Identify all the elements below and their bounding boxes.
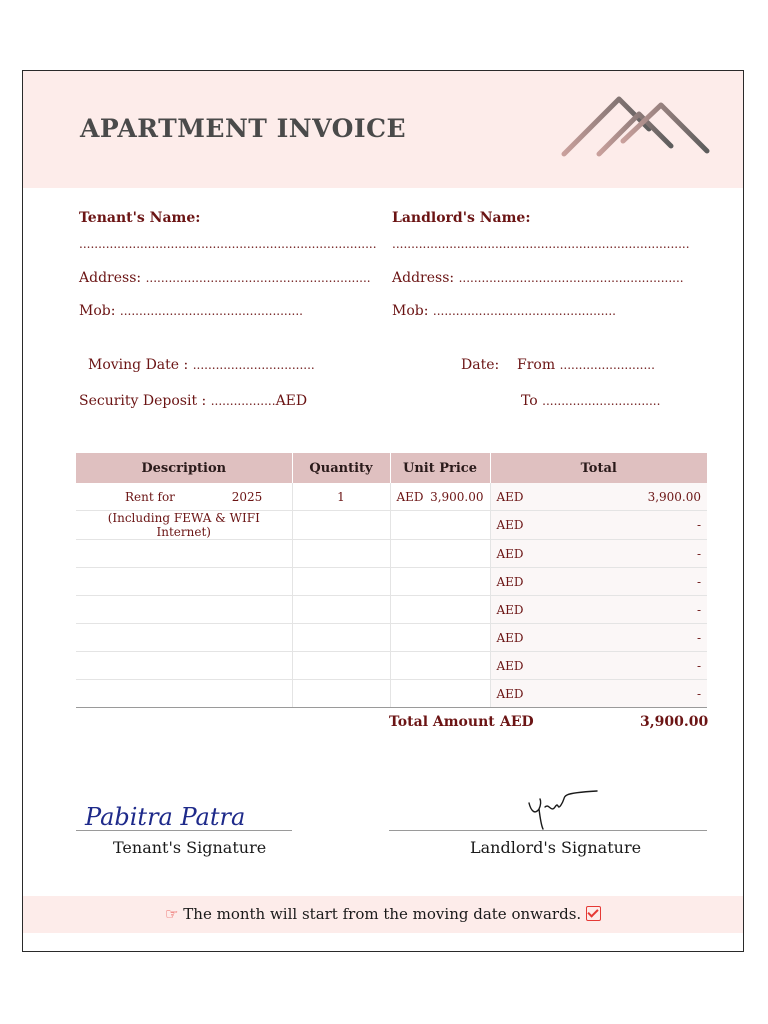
- description-cell[interactable]: (Including FEWA & WIFI Internet): [76, 511, 292, 540]
- quantity-cell[interactable]: [292, 540, 390, 568]
- total-value: -: [696, 658, 701, 673]
- quantity-cell[interactable]: [292, 568, 390, 596]
- tenant-name-field[interactable]: ..............................................................................: [79, 237, 377, 251]
- column-header-quantity: Quantity: [292, 453, 390, 483]
- landlord-address-label: Address:: [392, 270, 455, 286]
- pointing-hand-icon: ☞: [165, 905, 179, 923]
- total-cell: [490, 483, 707, 511]
- total-cell: [490, 596, 707, 624]
- total-value: 3,900.00: [647, 489, 701, 504]
- landlord-signature-label: Landlord's Signature: [470, 838, 642, 857]
- unit-price-cell[interactable]: [390, 511, 490, 540]
- table-row: [76, 624, 707, 652]
- description-cell[interactable]: [76, 624, 292, 652]
- total-value: -: [696, 630, 701, 645]
- landlord-name-label: Landlord's Name:: [392, 210, 531, 226]
- table-header-row: [76, 453, 707, 483]
- page-title: APARTMENT INVOICE: [80, 114, 407, 143]
- total-cell: [490, 568, 707, 596]
- quantity-cell[interactable]: [292, 680, 390, 708]
- footer-note-bar: [23, 896, 743, 933]
- landlord-mob-row: [392, 303, 616, 319]
- quantity-cell[interactable]: 1: [292, 483, 390, 511]
- landlord-mob-field[interactable]: ................................................: [432, 304, 616, 318]
- quantity-cell[interactable]: [292, 624, 390, 652]
- description-cell[interactable]: [76, 483, 292, 511]
- tenant-name-label: Tenant's Name:: [79, 210, 201, 226]
- table-row: [76, 596, 707, 624]
- total-value: -: [696, 574, 701, 589]
- unit-price-cell[interactable]: [390, 652, 490, 680]
- mountain-logo-icon: [561, 91, 711, 161]
- table-row: [76, 540, 707, 568]
- total-value: -: [696, 686, 701, 701]
- moving-date-label: Moving Date :: [88, 357, 189, 373]
- from-row: [517, 357, 655, 373]
- table-row: [76, 483, 707, 511]
- to-date-field[interactable]: ...............................: [542, 394, 661, 408]
- footer-note: [23, 905, 743, 923]
- landlord-name-field[interactable]: ..............................................................................: [392, 237, 690, 251]
- tenant-address-field[interactable]: ...........................................................: [145, 271, 371, 285]
- tenant-address-row: [79, 270, 371, 286]
- total-amount-label: Total Amount: [389, 714, 495, 730]
- footer-note-text: The month will start from the moving date onwards.: [183, 905, 582, 923]
- moving-date-field[interactable]: ................................: [192, 358, 315, 372]
- description-rent-for: Rent for: [125, 489, 175, 504]
- to-row: [521, 393, 660, 409]
- unit-price-cell[interactable]: [390, 596, 490, 624]
- description-cell[interactable]: [76, 680, 292, 708]
- total-amount-value: 3,900.00: [640, 714, 709, 730]
- checkbox-checked-icon[interactable]: [586, 906, 601, 921]
- table-row: [76, 511, 707, 540]
- from-label: From: [517, 357, 556, 373]
- table-row: [76, 652, 707, 680]
- total-amount-currency: AED: [500, 714, 534, 730]
- security-deposit-row: [79, 393, 307, 409]
- tenant-signature-text: Pabitra Patra: [85, 803, 246, 831]
- unit-price-currency: AED: [396, 489, 424, 504]
- tenant-mob-row: [79, 303, 303, 319]
- description-cell[interactable]: [76, 540, 292, 568]
- total-cell: [490, 624, 707, 652]
- total-cell: [490, 540, 707, 568]
- landlord-mob-label: Mob:: [392, 303, 429, 319]
- invoice-page: [22, 70, 744, 952]
- quantity-cell[interactable]: [292, 652, 390, 680]
- total-cell: [490, 680, 707, 708]
- description-cell[interactable]: [76, 568, 292, 596]
- total-value: -: [696, 518, 701, 532]
- description-cell[interactable]: [76, 596, 292, 624]
- landlord-address-row: [392, 270, 684, 286]
- table-row: [76, 680, 707, 708]
- quantity-cell[interactable]: [292, 596, 390, 624]
- tenant-mob-label: Mob:: [79, 303, 116, 319]
- unit-price-cell[interactable]: [390, 483, 490, 511]
- column-header-unit-price: Unit Price: [390, 453, 490, 483]
- tenant-signature-line: [76, 830, 292, 831]
- total-currency: AED: [496, 546, 524, 561]
- security-deposit-currency: AED: [275, 393, 308, 409]
- from-date-field[interactable]: .........................: [559, 358, 655, 372]
- moving-date-row: [88, 357, 315, 373]
- column-header-total: Total: [490, 453, 707, 483]
- date-label: Date:: [461, 357, 500, 373]
- unit-price-cell[interactable]: [390, 624, 490, 652]
- column-header-description: Description: [76, 453, 292, 483]
- total-currency: AED: [496, 630, 524, 645]
- invoice-header: [23, 71, 743, 188]
- security-deposit-field[interactable]: .................: [210, 394, 276, 408]
- to-label: To: [521, 393, 538, 409]
- total-value: -: [696, 546, 701, 561]
- total-currency: AED: [496, 574, 524, 589]
- landlord-address-field[interactable]: ...........................................................: [458, 271, 684, 285]
- landlord-signature-image: [523, 785, 603, 831]
- landlord-signature-line: [389, 830, 707, 831]
- tenant-address-label: Address:: [79, 270, 142, 286]
- total-currency: AED: [496, 489, 524, 504]
- description-cell[interactable]: [76, 652, 292, 680]
- unit-price-cell[interactable]: [390, 568, 490, 596]
- quantity-cell[interactable]: [292, 511, 390, 540]
- unit-price-cell[interactable]: [390, 540, 490, 568]
- table-row: [76, 568, 707, 596]
- total-cell: [490, 511, 707, 540]
- total-cell: [490, 652, 707, 680]
- tenant-signature-label: Tenant's Signature: [113, 838, 267, 857]
- invoice-items-table: [76, 453, 707, 708]
- security-deposit-label: Security Deposit :: [79, 393, 207, 409]
- tenant-mob-field[interactable]: ................................................: [119, 304, 303, 318]
- total-currency: AED: [496, 518, 524, 532]
- total-currency: AED: [496, 658, 524, 673]
- total-currency: AED: [496, 602, 524, 617]
- unit-price-cell[interactable]: [390, 680, 490, 708]
- total-currency: AED: [496, 686, 524, 701]
- total-value: -: [696, 602, 701, 617]
- unit-price-value: 3,900.00: [430, 489, 484, 504]
- description-year: 2025: [231, 489, 263, 504]
